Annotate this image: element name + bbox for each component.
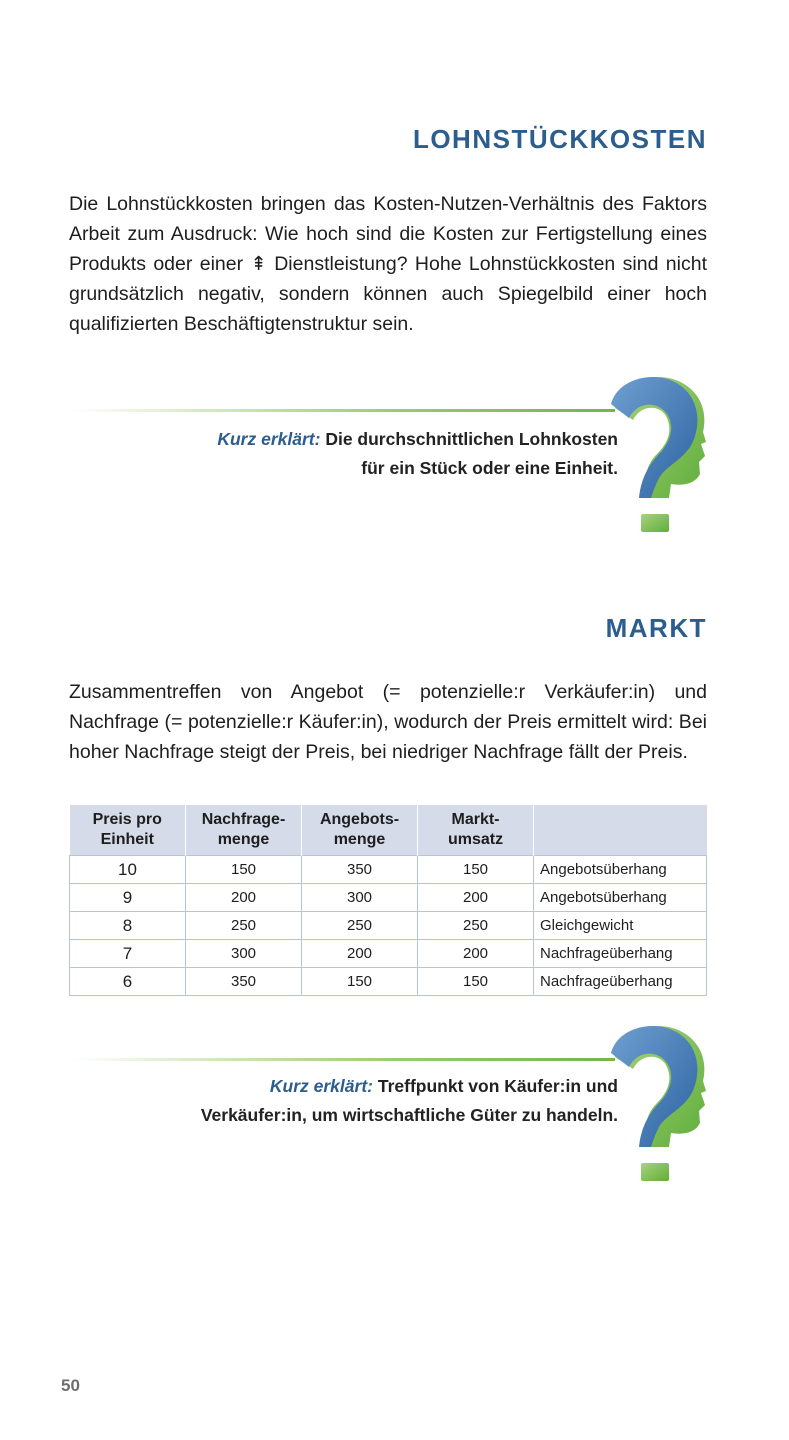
callout-divider (70, 409, 615, 412)
table-cell: 200 (418, 940, 534, 968)
table-cell: 200 (302, 940, 418, 968)
table-cell: 150 (186, 856, 302, 884)
table-cell: 250 (302, 912, 418, 940)
table-row (70, 884, 707, 912)
question-mark-head-icon (607, 374, 711, 536)
callout-line-2: für ein Stück oder eine Einheit. (361, 458, 618, 478)
table-cell: Nachfrageüberhang (534, 940, 707, 968)
table-header-cell: Nachfrage- menge (186, 805, 302, 856)
market-table (69, 805, 707, 996)
table-row (70, 856, 707, 884)
table-header-cell: Preis pro Einheit (70, 805, 186, 856)
table-cell: 200 (186, 884, 302, 912)
table-cell: 350 (302, 856, 418, 884)
callout-label: Kurz erklärt: (217, 429, 321, 449)
table-cell: Angebotsüberhang (534, 884, 707, 912)
table-row (70, 940, 707, 968)
callout-divider (70, 1058, 615, 1061)
table-cell: 250 (418, 912, 534, 940)
page-number: 50 (61, 1376, 80, 1395)
section-heading-markt: MARKT (605, 613, 707, 643)
table-cell: Nachfrageüberhang (534, 968, 707, 996)
table-row (70, 968, 707, 996)
callout-kurz-erklaert-2 (201, 1072, 618, 1130)
table-header-cell: Markt- umsatz (418, 805, 534, 856)
table-cell: 150 (302, 968, 418, 996)
table-cell: 9 (70, 884, 186, 912)
table-header-row (70, 805, 707, 856)
table-header-cell (534, 805, 707, 856)
callout-line-1: Die durchschnittlichen Lohnkosten (325, 429, 618, 449)
section-paragraph-lohnstueckkosten: Die Lohnstückkosten bringen das Kosten-Nutzen-Verhältnis des Faktors Arbeit zum Ausdruck: Wie hoch sind die Kosten zur Fertigstellung eines Produkts oder einer ⇞ Dienstleistung? Hohe Lohnstückkosten sind nicht grundsätzlich negativ, sondern können auch Spiegelbild einer hoch qualifizierten Beschäftigtenstruktur sein. (69, 193, 707, 335)
table-cell: 250 (186, 912, 302, 940)
table-cell: 8 (70, 912, 186, 940)
table-cell: 300 (186, 940, 302, 968)
table-cell: 200 (418, 884, 534, 912)
table-cell: 6 (70, 968, 186, 996)
table-cell: Gleichgewicht (534, 912, 707, 940)
callout-line-1: Treffpunkt von Käufer:in und (377, 1076, 618, 1096)
callout-kurz-erklaert-1 (217, 425, 618, 483)
table-row (70, 912, 707, 940)
section-paragraph-markt: Zusammentreffen von Angebot (= potenzielle:r Verkäufer:in) und Nachfrage (= potenzielle:r Käufer:in), wodurch der Preis ermittelt wird: Bei hoher Nachfrage steigt der Preis, bei niedriger Nachfrage fällt der Preis. (69, 681, 707, 763)
table-cell: 150 (418, 968, 534, 996)
question-mark-head-icon (607, 1023, 711, 1185)
table-cell: 7 (70, 940, 186, 968)
table-header-cell: Angebots- menge (302, 805, 418, 856)
callout-line-2: Verkäufer:in, um wirtschaftliche Güter zu handeln. (200, 1105, 618, 1125)
callout-label: Kurz erklärt: (269, 1076, 373, 1096)
table-cell: Angebotsüberhang (534, 856, 707, 884)
table-cell: 300 (302, 884, 418, 912)
table-cell: 10 (70, 856, 186, 884)
section-heading-lohnstueckkosten: LOHNSTÜCKKOSTEN (412, 124, 707, 154)
table-cell: 350 (186, 968, 302, 996)
table-cell: 150 (418, 856, 534, 884)
